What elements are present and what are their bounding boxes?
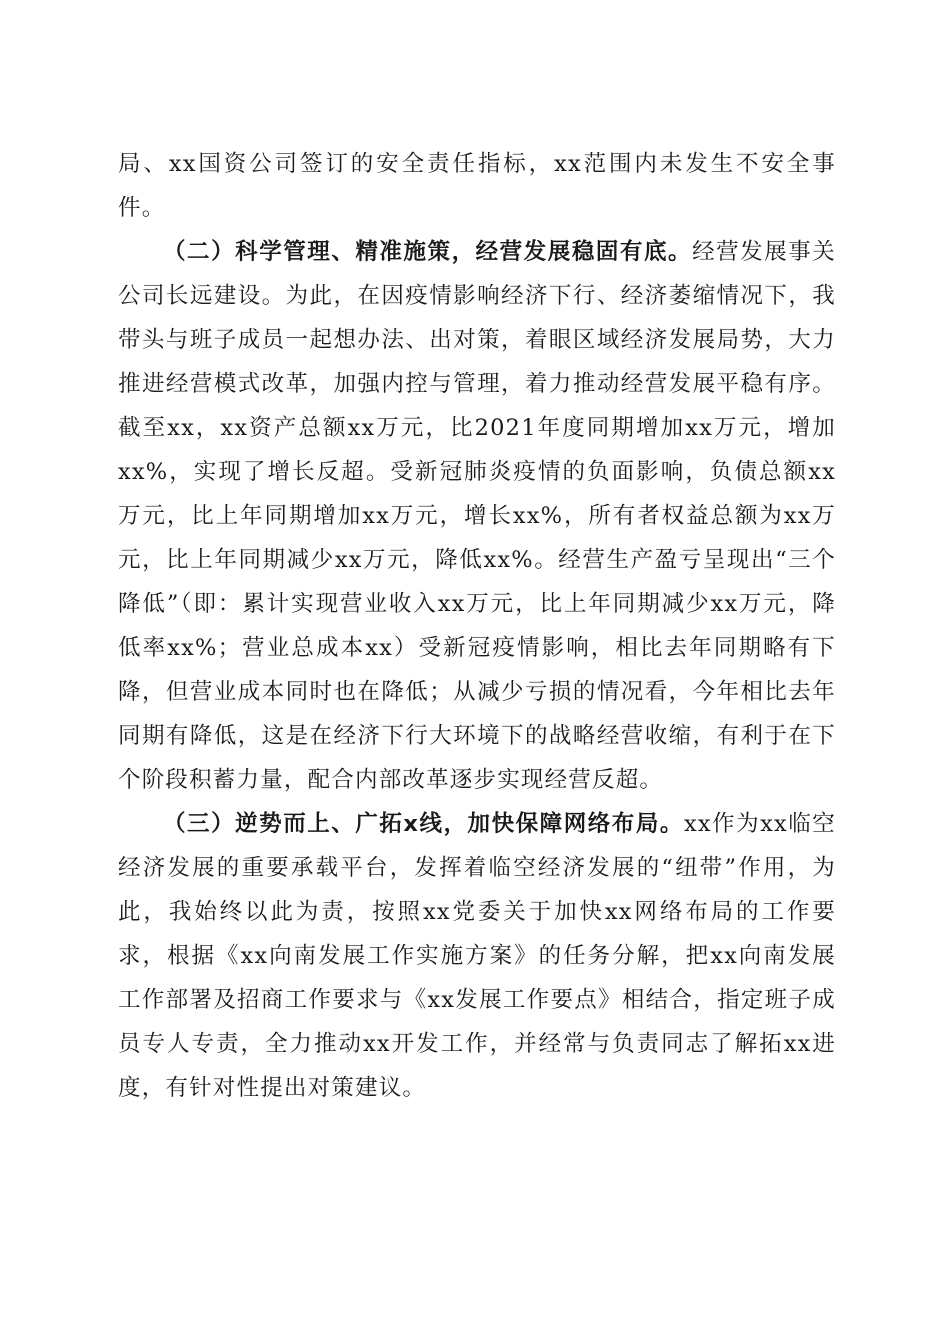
document-body bbox=[118, 142, 836, 1110]
paragraph-body: xx作为xx临空经济发展的重要承载平台，发挥着临空经济发展的“纽带”作用，为此，我始终以此为责，按照xx党委关于加快xx网络布局的工作要求，根据《xx向南发展工作实施方案》的任务分解，把xx向南发展工作部署及招商工作要求与《xx发展工作要点》相结合，指定班子成员专人专责，全力推动xx开发工作，并经常与负责同志了解拓xx进度，有针对性提出对策建议。 bbox=[118, 811, 837, 1101]
section-heading: （二）科学管理、精准施策，经营发展稳固有底。 bbox=[163, 239, 693, 265]
paragraph-body: 经营发展事关公司长远建设。为此，在因疫情影响经济下行、经济萎缩情况下，我带头与班子成员一起想办法、出对策，着眼区域经济发展局势，大力推进经营模式改革，加强内控与管理，着力推动经营发展平稳有序。截至xx，xx资产总额xx万元，比2021年度同期增加xx万元，增加xx%，实现了增长反超。受新冠肺炎疫情的负面影响，负债总额xx万元，比上年同期增加xx万元，增长xx%，所有者权益总额为xx万元，比上年同期减少xx万元，降低xx%。经营生产盈亏呈现出“三个降低”（即：累计实现营业收入xx万元，比上年同期减少xx万元，降低率xx%；营业总成本xx）受新冠疫情影响，相比去年同期略有下降，但营业成本同时也在降低；从减少亏损的情况看，今年相比去年同期有降低，这是在经济下行大环境下的战略经营收缩，有利于在下个阶段积蓄力量，配合内部改革逐步实现经营反超。 bbox=[118, 239, 837, 793]
paragraph-section-two bbox=[118, 230, 836, 802]
section-heading: （三）逆势而上、广拓x线，加快保障网络布局。 bbox=[163, 811, 684, 837]
paragraph-section-three bbox=[118, 802, 836, 1110]
paragraph-continuation bbox=[118, 142, 836, 230]
paragraph-body: 局、xx国资公司签订的安全责任指标，xx范围内未发生不安全事件。 bbox=[118, 151, 836, 221]
